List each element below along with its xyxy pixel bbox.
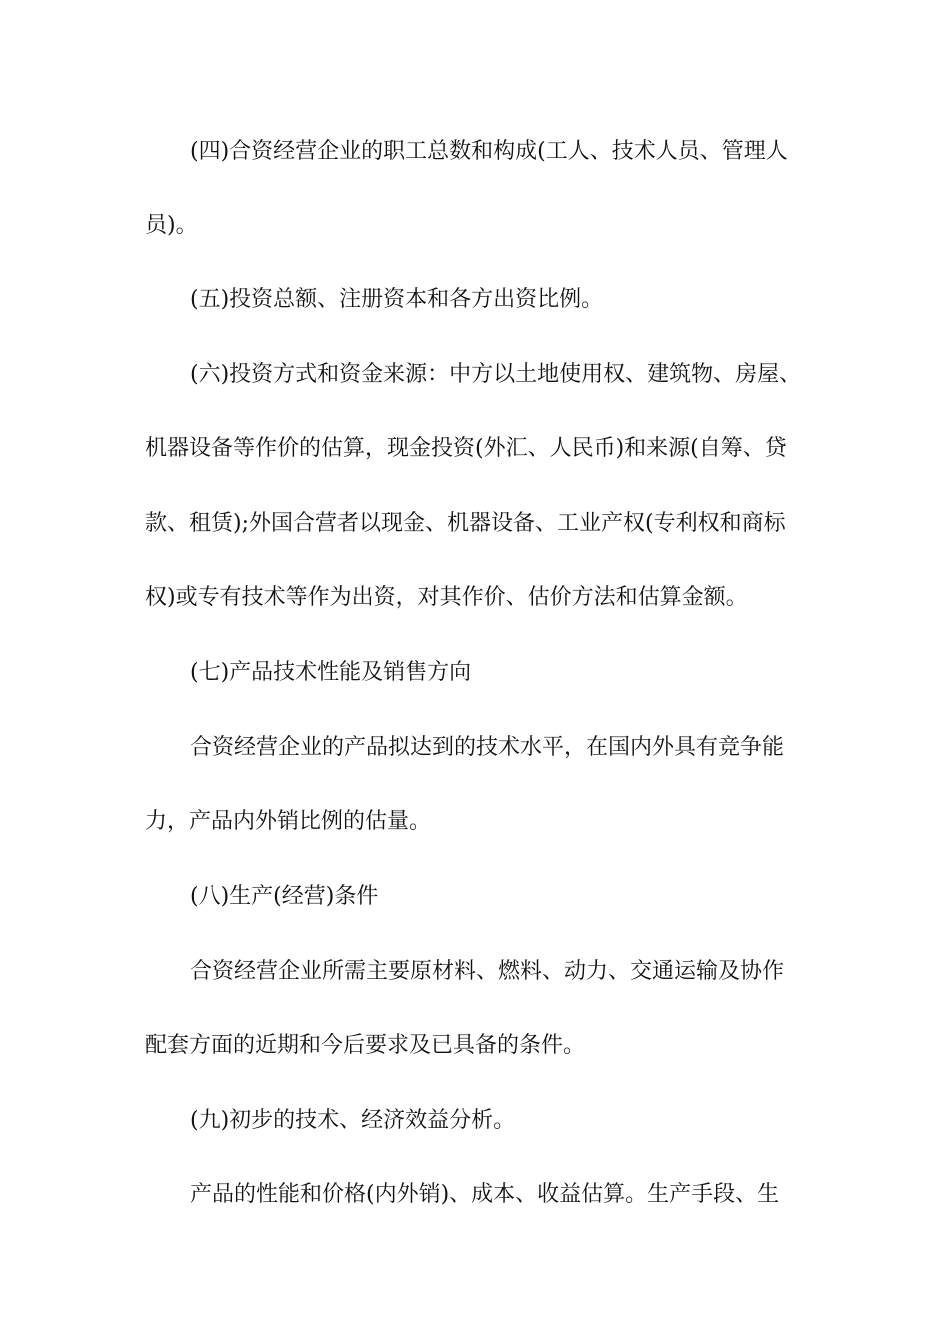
text-line-9: 合资经营企业的产品拟达到的技术水平，在国内外具有竞争能 (190, 735, 785, 760)
text-line-3: (五)投资总额、注册资本和各方出资比例。 (190, 287, 604, 312)
text-line-7: 权)或专有技术等作为出资，对其作价、估价方法和估算金额。 (145, 585, 748, 610)
text-line-10: 力，产品内外销比例的估量。 (145, 809, 432, 834)
text-line-11: (八)生产(经营)条件 (190, 884, 379, 909)
text-line-8: (七)产品技术性能及销售方向 (190, 660, 472, 685)
text-line-2: 员)。 (145, 213, 198, 238)
text-line-5: 机器设备等作价的估算，现金投资(外汇、人民币)和来源(自筹、贷 (145, 436, 787, 461)
text-line-13: 配套方面的近期和今后要求及已具备的条件。 (145, 1033, 586, 1058)
text-line-4: (六)投资方式和资金来源：中方以土地使用权、建筑物、房屋、 (190, 362, 802, 387)
text-line-15: 产品的性能和价格(内外销)、成本、收益估算。生产手段、生 (190, 1182, 780, 1207)
text-line-14: (九)初步的技术、经济效益分析。 (190, 1108, 516, 1133)
text-line-6: 款、租赁);外国合营者以现金、机器设备、工业产权(专利权和商标 (145, 511, 786, 536)
text-line-1: (四)合资经营企业的职工总数和构成(工人、技术人员、管理人 (190, 139, 788, 164)
text-line-12: 合资经营企业所需主要原材料、燃料、动力、交通运输及协作 (190, 959, 785, 984)
